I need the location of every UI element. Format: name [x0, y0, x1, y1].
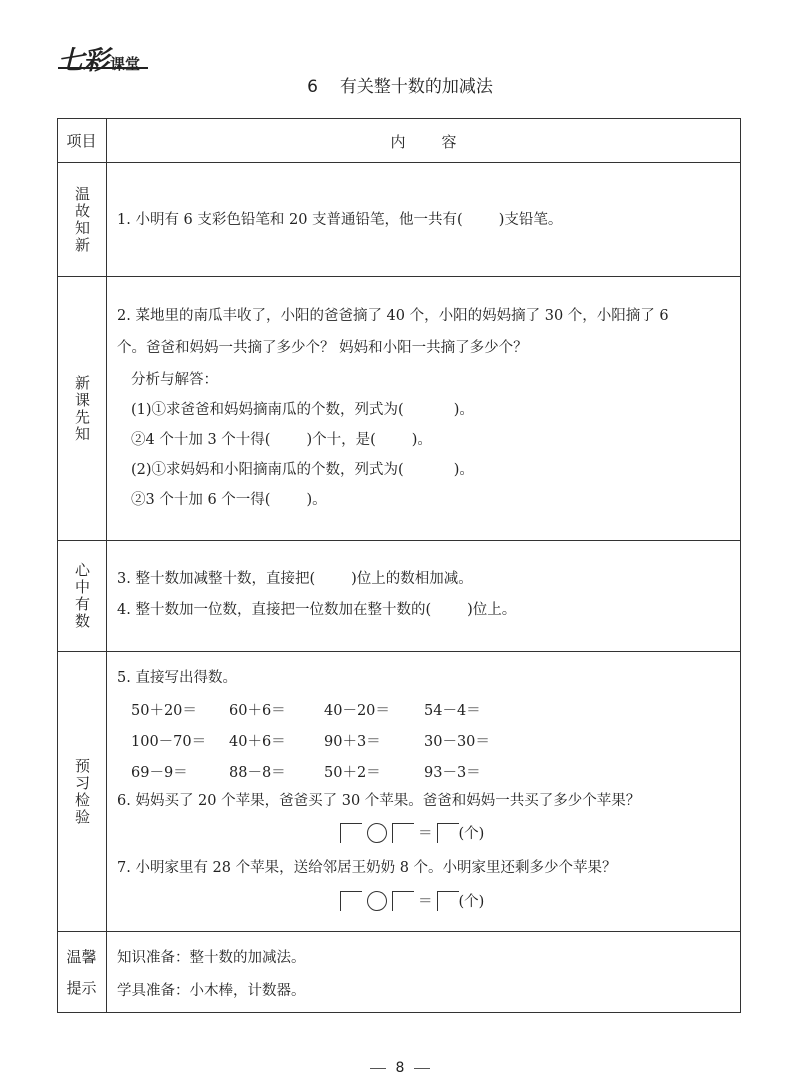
tip-knowledge: 知识准备：整十数的加减法。 — [117, 950, 306, 966]
calc-item: 40－20＝ — [324, 703, 390, 719]
question-7: 7. 小明家里有 28 个苹果，送给邻居王奶奶 8 个。小明家里还剩多少个苹果？ — [117, 860, 617, 876]
answer-box[interactable] — [392, 823, 414, 843]
part-1a: (1)①求爸爸和妈妈摘南瓜的个数，列式为( )。 — [131, 402, 474, 418]
calc-item: 90＋3＝ — [324, 734, 381, 750]
calc-item: 50＋2＝ — [324, 765, 381, 781]
operator-circle[interactable] — [367, 891, 387, 911]
equals-sign: ＝ — [418, 894, 433, 910]
equation-7 — [340, 890, 484, 911]
calc-item: 93－3＝ — [424, 765, 481, 781]
worksheet-table — [57, 118, 741, 1013]
analysis-heading: 分析与解答： — [131, 372, 218, 388]
brand-logo-sub: 课堂 — [110, 55, 141, 73]
equation-6 — [340, 822, 484, 843]
header-item: 项目 — [66, 131, 97, 150]
calc-item: 50＋20＝ — [131, 703, 197, 719]
label-tips: 温馨 提示 — [66, 947, 97, 997]
label-check: 预习检验 — [73, 757, 91, 826]
brand-underline — [58, 67, 148, 69]
label-review: 温故知新 — [73, 185, 91, 254]
tip-tools: 学具准备：小木棒，计数器。 — [117, 983, 306, 999]
brand-logo-main: 七彩 — [58, 46, 109, 76]
question-3: 3. 整十数加减整十数，直接把( )位上的数相加减。 — [117, 571, 473, 587]
page-number: 8 — [395, 1060, 405, 1076]
unit-label: (个) — [458, 826, 485, 842]
unit-label: (个) — [458, 894, 485, 910]
calc-item: 40＋6＝ — [229, 734, 286, 750]
header-content: 内 容 — [390, 132, 457, 151]
part-2a: (2)①求妈妈和小阳摘南瓜的个数，列式为( )。 — [131, 462, 474, 478]
column-divider — [106, 118, 107, 1013]
question-2-line1: 2. 菜地里的南瓜丰收了，小阳的爸爸摘了 40 个，小阳的妈妈摘了 30 个，小阳摘了 6 — [117, 308, 669, 324]
page-title — [0, 72, 800, 97]
question-5: 5. 直接写出得数。 — [117, 670, 237, 686]
answer-box[interactable] — [437, 823, 459, 843]
question-1: 1. 小明有 6 支彩色铅笔和 20 支普通铅笔，他一共有( )支铅笔。 — [117, 212, 563, 228]
equals-sign: ＝ — [418, 826, 433, 842]
question-4: 4. 整十数加一位数，直接把一位数加在整十数的( )位上。 — [117, 602, 517, 618]
operator-circle[interactable] — [367, 823, 387, 843]
row-divider — [57, 540, 741, 541]
lesson-number: 6 — [307, 77, 318, 97]
row-divider — [57, 162, 741, 163]
calc-item: 30－30＝ — [424, 734, 490, 750]
answer-box[interactable] — [437, 891, 459, 911]
answer-box[interactable] — [340, 891, 362, 911]
part-1b: ②4 个十加 3 个十得( )个十，是( )。 — [131, 432, 432, 448]
label-preview: 新课先知 — [73, 374, 91, 443]
question-2-line2: 个。爸爸和妈妈一共摘了多少个？ 妈妈和小阳一共摘了多少个？ — [117, 340, 528, 356]
question-6: 6. 妈妈买了 20 个苹果，爸爸买了 30 个苹果。爸爸和妈妈一共买了多少个苹果？ — [117, 793, 641, 809]
answer-box[interactable] — [340, 823, 362, 843]
lesson-title: 有关整十数的加减法 — [339, 77, 493, 97]
calc-item: 100－70＝ — [131, 734, 207, 750]
calc-item: 88－8＝ — [229, 765, 286, 781]
page-footer — [0, 1060, 800, 1076]
row-divider — [57, 651, 741, 652]
calc-item: 69－9＝ — [131, 765, 188, 781]
row-divider — [57, 931, 741, 932]
part-2b: ②3 个十加 6 个一得( )。 — [131, 492, 327, 508]
answer-box[interactable] — [392, 891, 414, 911]
calc-item: 60＋6＝ — [229, 703, 286, 719]
calc-item: 54－4＝ — [424, 703, 481, 719]
label-mind: 心中有数 — [73, 562, 91, 630]
row-divider — [57, 276, 741, 277]
